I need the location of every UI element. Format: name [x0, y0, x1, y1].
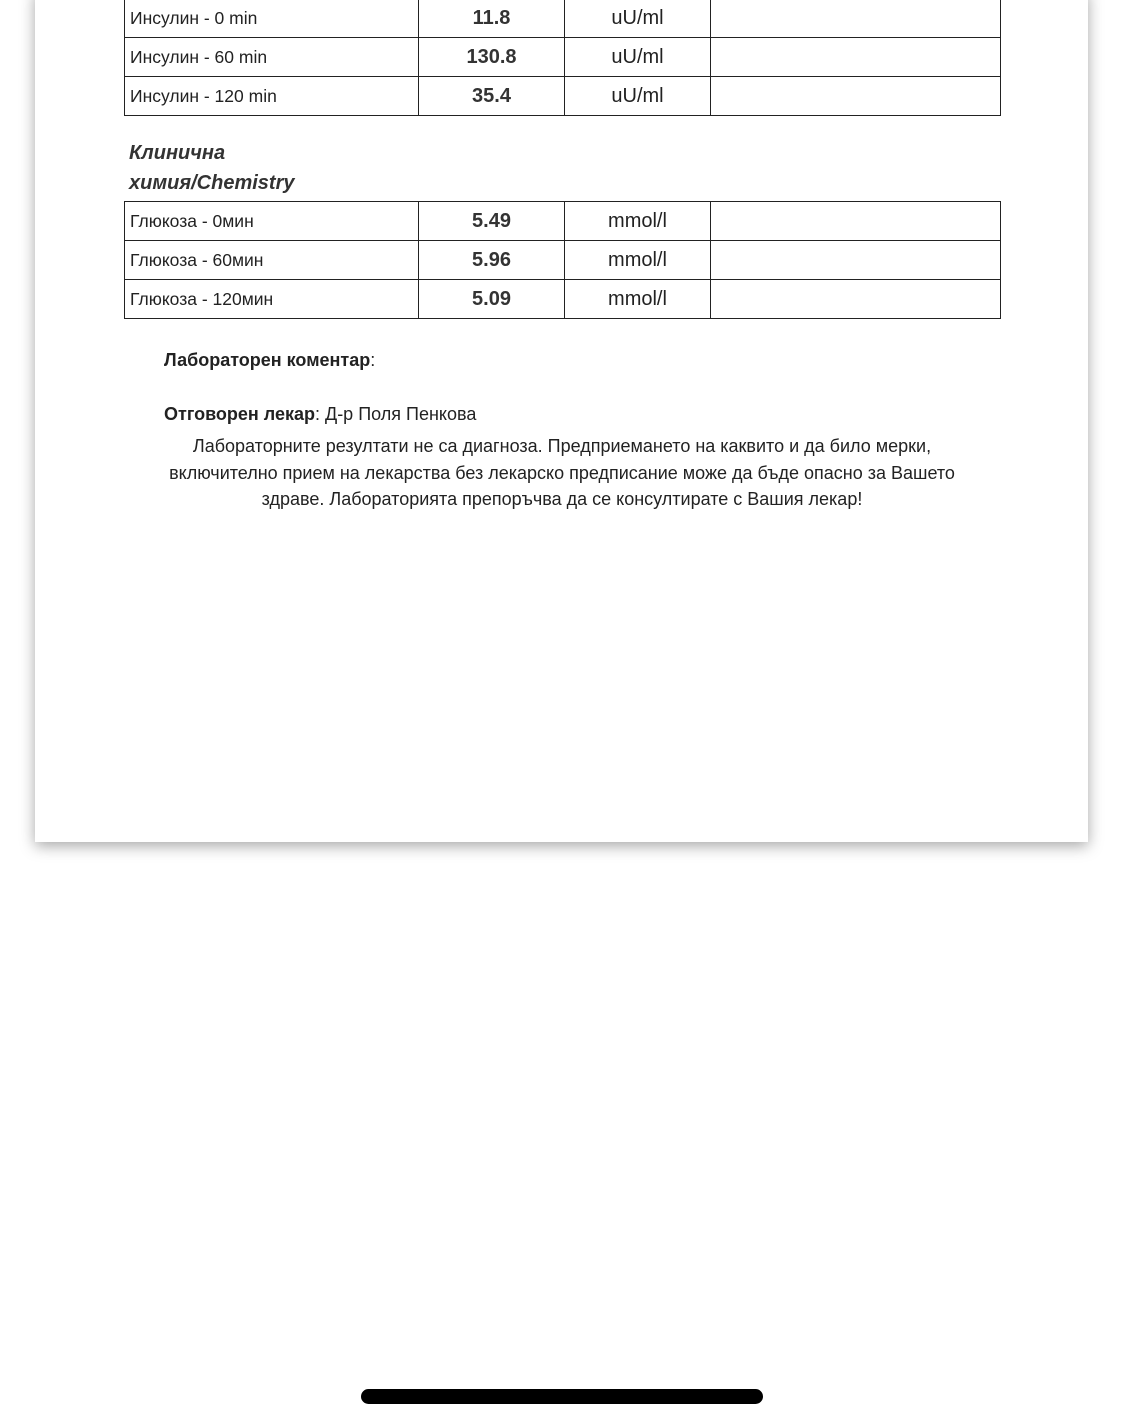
test-name: Инсулин - 0 min	[125, 0, 419, 38]
test-unit: uU/ml	[565, 38, 711, 77]
test-unit: uU/ml	[565, 77, 711, 116]
heading-line: Клинична	[129, 142, 226, 164]
chemistry-results-table	[124, 201, 1001, 319]
insulin-results-table	[124, 0, 1001, 116]
table-row	[125, 241, 1001, 280]
test-reference	[711, 77, 1001, 116]
test-name: Глюкоза - 0мин	[125, 202, 419, 241]
test-name: Инсулин - 120 min	[125, 77, 419, 116]
test-unit: mmol/l	[565, 241, 711, 280]
test-unit: mmol/l	[565, 280, 711, 319]
test-name: Глюкоза - 120мин	[125, 280, 419, 319]
test-unit: uU/ml	[565, 0, 711, 38]
lab-comment-colon: :	[370, 350, 376, 370]
test-value: 5.09	[419, 280, 565, 319]
disclaimer-text: Лабораторните резултати не са диагноза. Предприемането на каквито и да било мерки, включително прием на лекарства без лекарско предписание може да бъде опасно за Вашето здраве. Лабораторията препоръчва да се консултирате с Вашия лекар!	[169, 436, 955, 509]
table-row	[125, 280, 1001, 319]
test-reference	[711, 202, 1001, 241]
test-reference	[711, 241, 1001, 280]
lab-comment	[164, 350, 375, 371]
test-name: Инсулин - 60 min	[125, 38, 419, 77]
heading-line: химия/Chemistry	[129, 172, 295, 194]
home-indicator[interactable]	[361, 1389, 763, 1404]
table-row	[125, 77, 1001, 116]
test-value: 130.8	[419, 38, 565, 77]
test-unit: mmol/l	[565, 202, 711, 241]
test-reference	[711, 38, 1001, 77]
test-value: 11.8	[419, 0, 565, 38]
test-name: Глюкоза - 60мин	[125, 241, 419, 280]
table-row	[125, 38, 1001, 77]
test-reference	[711, 280, 1001, 319]
table-row	[125, 0, 1001, 38]
table-row	[125, 202, 1001, 241]
test-value: 5.49	[419, 202, 565, 241]
lab-comment-label: Лабораторен коментар	[164, 350, 371, 370]
test-reference	[711, 0, 1001, 38]
section-heading-chemistry	[129, 138, 295, 198]
test-value: 5.96	[419, 241, 565, 280]
test-value: 35.4	[419, 77, 565, 116]
responsible-doctor	[164, 404, 476, 425]
doctor-label: Отговорен лекар	[164, 404, 315, 424]
doctor-name: : Д-р Поля Пенкова	[315, 404, 477, 424]
